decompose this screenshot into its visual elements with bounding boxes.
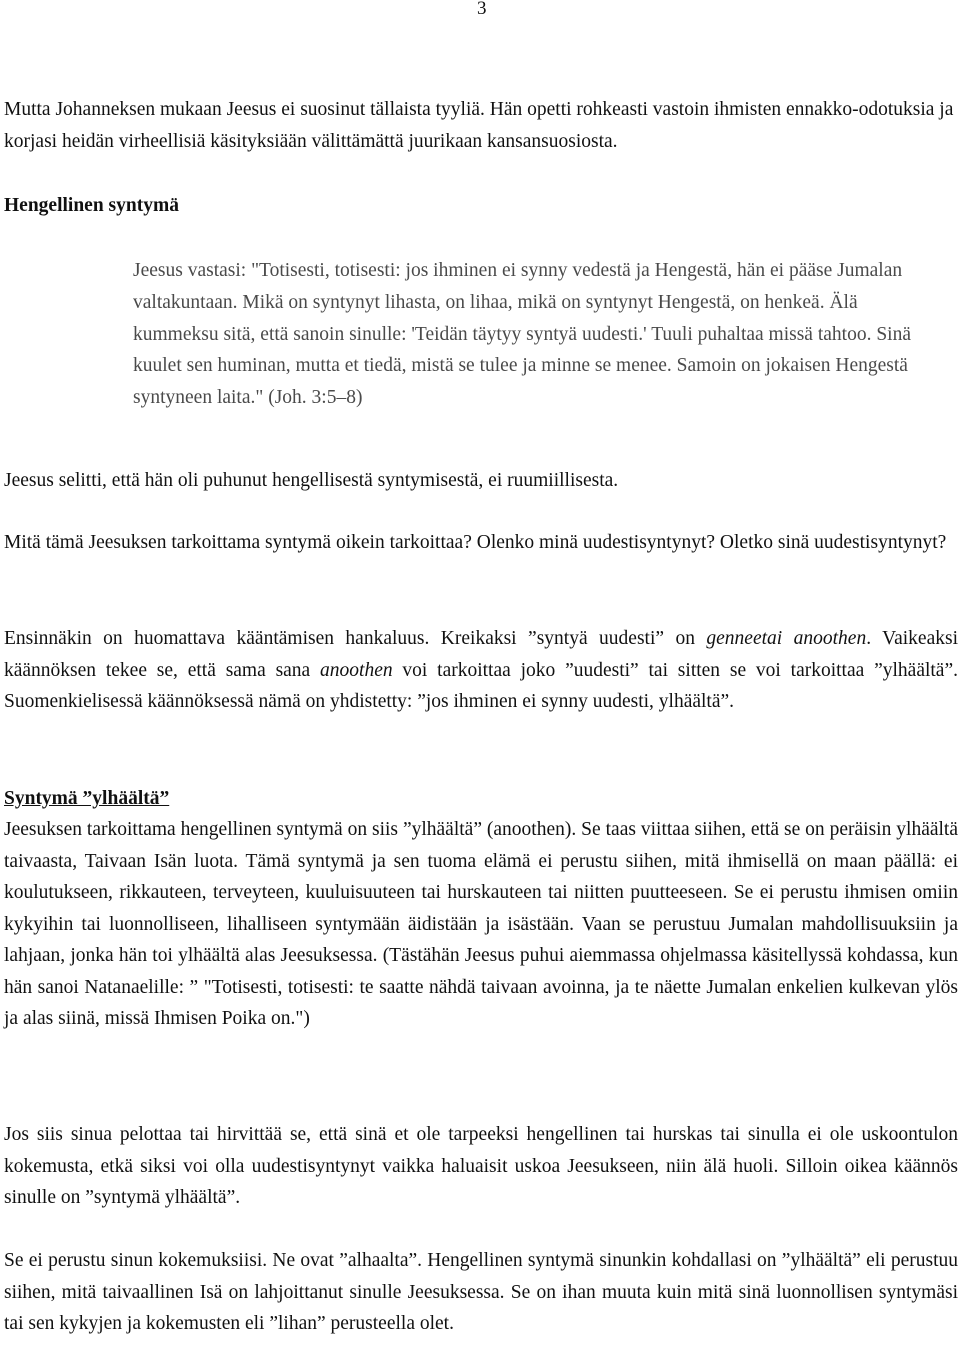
section-heading-syntyma-ylhaalta: Syntymä ”ylhäältä” (4, 788, 170, 809)
translation-text-a: Ensinnäkin on huomattava kääntämisen hankaluus. Kreikaksi ”syntyä uudesti” on (4, 628, 707, 649)
paragraph-conclusion: Se ei perustu sinun kokemuksiisi. Ne ovat ”alhaalta”. Hengellinen syntymä sinunkin kohdallasi on ”ylhäältä” eli perustuu siihen, mitä taivaallinen Isä on lahjoittanut sinulle Jeesuksessa. Se on ihan muuta kuin mitä sinä luonnollisen syntymäsi tai sen kykyjen ja kokemusten eli ”lihan” perusteella olet. (4, 1250, 958, 1334)
translation-text-c: . Vaikeaksi käännöksen tekee se, että sama sana (4, 628, 958, 681)
greek-word: anoothen (320, 659, 393, 681)
paragraph-explanation: Jeesus selitti, että hän oli puhunut hengellisestä syntymisestä, ei ruumiillisesta. (4, 470, 619, 491)
paragraph-translation (4, 623, 958, 718)
paragraph-questions: Mitä tämä Jeesuksen tarkoittama syntymä oikein tarkoittaa? Olenko minä uudestisyntynyt? Oletko sinä uudestisyntynyt? (4, 532, 947, 553)
intro-paragraph: Mutta Johanneksen mukaan Jeesus ei suosinut tällaista tyyliä. Hän opetti rohkeasti vastoin ihmisten ennakko-odotuksia ja korjasi heidän virheellisiä käsityksiään välittämättä juurikaan kansansuosiosta. (4, 99, 954, 152)
greek-term: genneetai anoothen (706, 628, 867, 649)
paragraph-birth-from-above: Jeesuksen tarkoittama hengellinen syntymä on siis ”ylhäältä” (anoothen). Se taas viittaa siihen, että se on peräisin ylhäältä taivaasta, Taivaan Isän luota. Tämä syntymä ja sen tuoma elämä ei perustu siihen, mitä ihmisellä on maan päällä: ei koulutukseen, rikkauteen, terveyteen, kuuluisuuteen tai hurskauteen tai niitten puutteeseen. Se ei perustu ihmisen omiin kykyihin tai luonnolliseen, lihalliseen syntymään äidistään ja isästään. Vaan se perustuu Jumalan mahdollisuuksiin ja lahjaan, jonka hän toi ylhäältä alas Jeesuksessa. (Tästähän Jeesus puhui aiemmassa ohjelmassa käsitellyssä kohdassa, kun hän sanoi Natanaelille: ” "Totisesti, totisesti: te saatte nähdä taivaan avoinna, ja te näette Jumalan enkelien kulkevan ylös ja alas siinä, missä Ihmisen Poika on.") (4, 819, 958, 1029)
translation-text-e: voi tarkoittaa joko ”uudesti” tai sitten se voi tarkoittaa ”ylhäältä”. Suomenkielisessä käännöksessä nämä on yhdistetty: ”jos ihminen ei synny uudesti, ylhäältä”. (4, 659, 958, 712)
section-heading-hengellinen-syntyma: Hengellinen syntymä (4, 195, 179, 216)
page-number: 3 (477, 0, 487, 19)
paragraph-encouragement: Jos siis sinua pelottaa tai hirvittää se, että sinä et ole tarpeeksi hengellinen tai hurskas tai sinulla ei ole uskoontulon kokemusta, etkä siksi voi olla uudestisyntynyt vaikka haluaisit uskoa Jeesukseen, niin älä huoli. Silloin oikea käännös sinulle on ”syntymä ylhäältä”. (4, 1124, 958, 1208)
bible-quote: Jeesus vastasi: "Totisesti, totisesti: jos ihminen ei synny vedestä ja Hengestä, hän ei pääse Jumalan valtakuntaan. Mikä on syntynyt lihasta, on lihaa, mikä on syntynyt Hengestä, on henkeä. Älä kummeksu sitä, että sanoin sinulle: 'Teidän täytyy syntyä uudesti.' Tuuli puhaltaa missä tahtoo. Sinä kuulet sen huminan, mutta et tiedä, mistä se tulee ja minne se menee. Samoin on jokaisen Hengestä syntyneen laita." (Joh. 3:5–8) (133, 260, 912, 409)
